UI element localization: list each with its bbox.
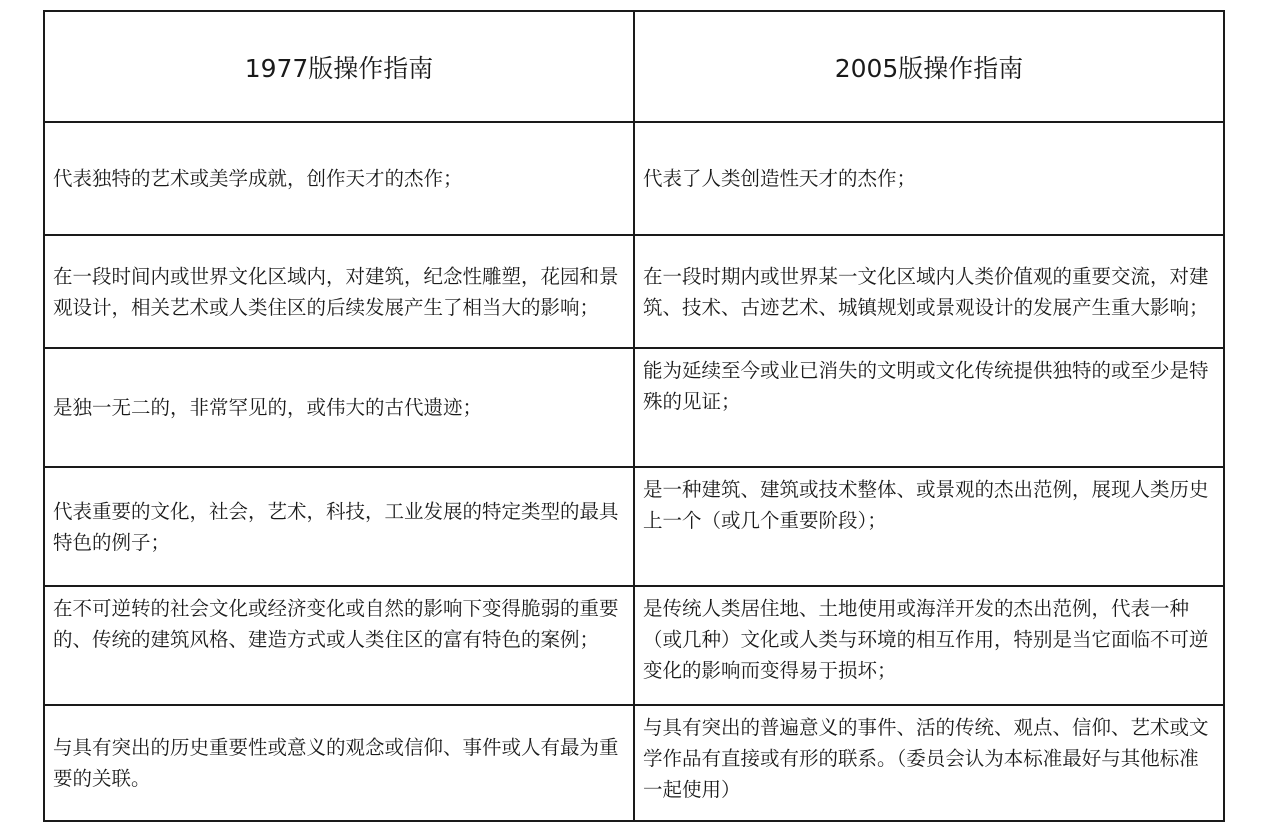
table-row [44, 586, 1224, 705]
cell-1977-criterion-3: 是独一无二的，非常罕见的，或伟大的古代遗迹； [44, 348, 634, 467]
table-row [44, 467, 1224, 586]
criteria-comparison-table [43, 10, 1225, 822]
table-row [44, 235, 1224, 348]
header-1977-guidelines: 1977版操作指南 [44, 11, 634, 122]
cell-1977-criterion-1: 代表独特的艺术或美学成就，创作天才的杰作； [44, 122, 634, 235]
header-2005-guidelines: 2005版操作指南 [634, 11, 1224, 122]
table-row [44, 348, 1224, 467]
cell-1977-criterion-2: 在一段时间内或世界文化区域内，对建筑，纪念性雕塑，花园和景观设计，相关艺术或人类住区的后续发展产生了相当大的影响； [44, 235, 634, 348]
cell-2005-criterion-6: 与具有突出的普遍意义的事件、活的传统、观点、信仰、艺术或文学作品有直接或有形的联系。（委员会认为本标准最好与其他标准一起使用） [634, 705, 1224, 821]
criteria-comparison-table-wrapper [43, 10, 1223, 822]
cell-1977-criterion-4: 代表重要的文化，社会，艺术，科技，工业发展的特定类型的最具特色的例子； [44, 467, 634, 586]
cell-1977-criterion-6: 与具有突出的历史重要性或意义的观念或信仰、事件或人有最为重要的关联。 [44, 705, 634, 821]
cell-2005-criterion-2: 在一段时期内或世界某一文化区域内人类价值观的重要交流，对建筑、技术、古迹艺术、城镇规划或景观设计的发展产生重大影响； [634, 235, 1224, 348]
table-row [44, 122, 1224, 235]
cell-1977-criterion-5: 在不可逆转的社会文化或经济变化或自然的影响下变得脆弱的重要的、传统的建筑风格、建造方式或人类住区的富有特色的案例； [44, 586, 634, 705]
table-row [44, 705, 1224, 821]
cell-2005-criterion-1: 代表了人类创造性天才的杰作； [634, 122, 1224, 235]
header-row [44, 11, 1224, 122]
cell-2005-criterion-5: 是传统人类居住地、土地使用或海洋开发的杰出范例，代表一种（或几种）文化或人类与环境的相互作用，特别是当它面临不可逆变化的影响而变得易于损坏； [634, 586, 1224, 705]
cell-2005-criterion-4: 是一种建筑、建筑或技术整体、或景观的杰出范例，展现人类历史上一个（或几个重要阶段）； [634, 467, 1224, 586]
cell-2005-criterion-3: 能为延续至今或业已消失的文明或文化传统提供独特的或至少是特殊的见证； [634, 348, 1224, 467]
